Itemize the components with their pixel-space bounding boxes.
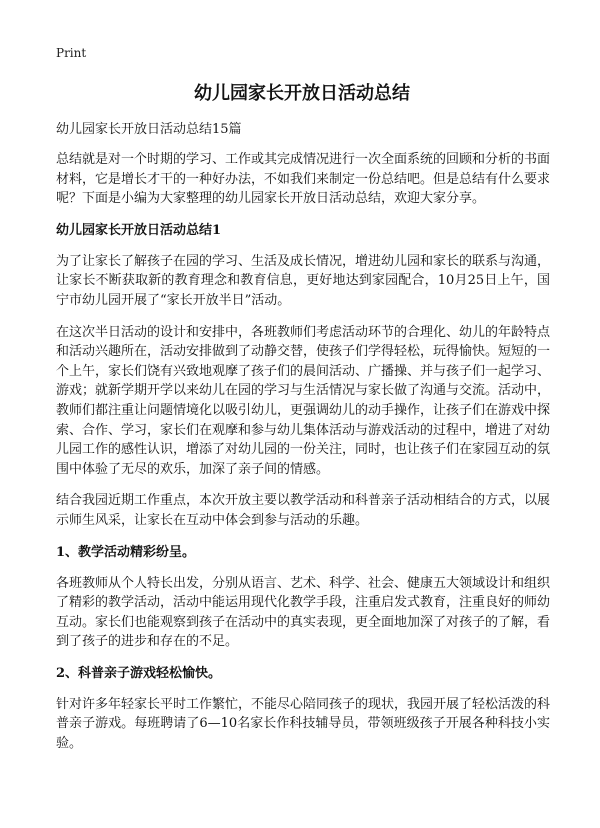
- paragraph-2: 在这次半日活动的设计和安排中，各班教师们考虑活动环节的合理化、幼儿的年龄特点和活动兴趣所在，活动安排做到了动静交替，使孩子们学得轻松，玩得愉快。短短的一个上午，家长们饶有兴致地观摩了孩子们的晨间活动、广播操、并与孩子们一起学习、游戏；就新学期开学以来幼儿在园的学习与生活情况与家长做了沟通与交流。活动中，教师们都注重让问题情境化以吸引幼儿，更强调幼儿的动手操作，让孩子们在游戏中探索、合作、学习，家长们在观摩和参与幼儿集体活动与游戏活动的过程中，增进了对幼儿园工作的感性认识，增添了对幼儿园的一份关注，同时，也让孩子们在家园互动的氛围中体验了无尽的欢乐，加深了亲子间的情感。: [56, 324, 551, 477]
- document-subtitle: 幼儿园家长开放日活动总结15篇: [56, 122, 242, 137]
- paragraph-1: 为了让家长了解孩子在园的学习、生活及成长情况，增进幼儿园和家长的联系与沟通，让家长不断获取新的教育理念和教育信息，更好地达到家园配合，10月25日上午，国宁市幼儿园开展了“家长开放半日”活动。: [56, 253, 551, 308]
- paragraph-4: 各班教师从个人特长出发，分别从语言、艺术、科学、社会、健康五大领域设计和组织了精彩的教学活动，活动中能运用现代化教学手段，注重启发式教育，注重良好的师幼互动。家长们也能观察到孩子在活动中的真实表现，更全面地加深了对孩子的了解，看到了孩子的进步和存在的不足。: [56, 575, 551, 650]
- page-title: 幼儿园家长开放日活动总结: [194, 83, 410, 104]
- intro-paragraph: 总结就是对一个时期的学习、工作或其完成情况进行一次全面系统的回顾和分析的书面材料，它是增长才干的一种好办法，不如我们来制定一份总结吧。但是总结有什么要求呢？下面是小编为大家整理的幼儿园家长开放日活动总结，欢迎大家分享。: [56, 152, 551, 207]
- document-body: [56, 150, 550, 766]
- print-link[interactable]: Print: [56, 46, 87, 60]
- paragraph-5: 针对许多年轻家长平时工作繁忙，不能尽心陪同孩子的现状，我园开展了轻松活泼的科普亲子游戏。每班聘请了6—10名家长作科技辅导员，带领班级孩子开展各种科技小实验。: [56, 696, 551, 752]
- subheading-teaching: 1、教学活动精彩纷呈。: [56, 544, 196, 560]
- paragraph-3: 结合我园近期工作重点，本次开放主要以教学活动和科普亲子活动相结合的方式，以展示师生风采，让家长在互动中体会到参与活动的乐趣。: [56, 493, 551, 528]
- section-heading: 幼儿园家长开放日活动总结1: [56, 222, 222, 238]
- subheading-science-games: 2、科普亲子游戏轻松愉快。: [56, 665, 222, 681]
